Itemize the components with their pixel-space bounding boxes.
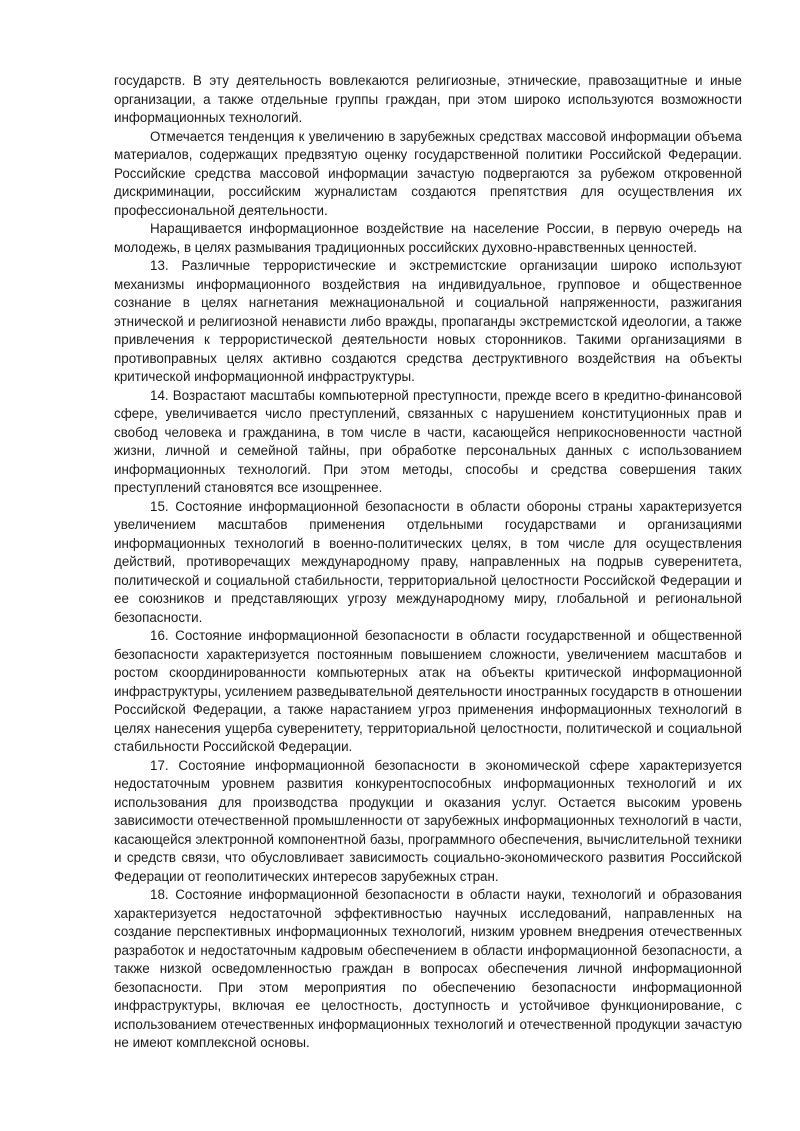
- paragraph-15: 15. Состояние информационной безопасности в области обороны страны характеризуется увеличением масштабов применения отдельными государствами и организациями информационных технологий в военно-политических целях, в том числе для осуществления действий, противоречащих международному праву, направленных на подрыв суверенитета, политической и социальной стабильности, территориальной целостности Российской Федерации и ее союзников и представляющих угрозу международному миру, глобальной и региональной безопасности.: [114, 498, 742, 625]
- paragraph-13: 13. Различные террористические и экстремистские организации широко используют механизмы информационного воздействия на индивидуальное, групповое и общественное сознание в целях нагнетания межнациональной и социальной напряженности, разжигания этнической и религиозной ненависти либо вражды, пропаганды экстремистской идеологии, а также привлечения к террористической деятельности новых сторонников. Такими организациями в противоправных целях активно создаются средства деструктивного воздействия на объекты критической информационной инфраструктуры.: [114, 258, 742, 384]
- paragraph-17: 17. Состояние информационной безопасности в экономической сфере характеризуется недостаточным уровнем развития конкурентоспособных информационных технологий и их использования для производства продукции и оказания услуг. Остается высоким уровень зависимости отечественной промышленности от зарубежных информационных технологий в части, касающейся электронной компонентной базы, программного обеспечения, вычислительной техники и средств связи, что обусловливает зависимость социально-экономического развития Российской Федерации от геополитических интересов зарубежных стран.: [114, 757, 742, 884]
- document-page: [114, 72, 742, 1053]
- paragraph-continuation: государств. В эту деятельность вовлекаются религиозные, этнические, правозащитные и иные организации, а также отдельные группы граждан, при этом широко используются возможности информационных технологий.: [114, 73, 742, 125]
- paragraph-18: 18. Состояние информационной безопасности в области науки, технологий и образования характеризуется недостаточной эффективностью научных исследований, направленных на создание перспективных информационных технологий, низким уровнем внедрения отечественных разработок и недостаточным кадровым обеспечением в области информационной безопасности, а также низкой осведомленностью граждан в вопросах обеспечения личной информационной безопасности. При этом мероприятия по обеспечению безопасности информационной инфраструктуры, включая ее целостность, доступность и устойчивое функционирование, с использованием отечественных информационных технологий и отечественной продукции зачастую не имеют комплексной основы.: [114, 887, 742, 1050]
- paragraph-foreign-media: Отмечается тенденция к увеличению в зарубежных средствах массовой информации объема материалов, содержащих предвзятую оценку государственной политики Российской Федерации. Российские средства массовой информации зачастую подвергаются за рубежом откровенной дискриминации, российским журналистам создаются препятствия для осуществления их профессиональной деятельности.: [114, 128, 742, 218]
- paragraph-16: 16. Состояние информационной безопасности в области государственной и общественной безопасности характеризуется постоянным повышением сложности, увеличением масштабов и ростом скоординированности компьютерных атак на объекты критической информационной инфраструктуры, усилением разведывательной деятельности иностранных государств в отношении Российской Федерации, а также нарастанием угроз применения информационных технологий в целях нанесения ущерба суверенитету, территориальной целостности, политической и социальной стабильности Российской Федерации.: [114, 628, 742, 754]
- paragraph-information-influence: Наращивается информационное воздействие на население России, в первую очередь на молодежь, в целях размывания традиционных российских духовно-нравственных ценностей.: [114, 221, 742, 255]
- paragraph-14: 14. Возрастают масштабы компьютерной преступности, прежде всего в кредитно-финансовой сфере, увеличивается число преступлений, связанных с нарушением конституционных прав и свобод человека и гражданина, в том числе в части, касающейся неприкосновенности частной жизни, личной и семейной тайны, при обработке персональных данных с использованием информационных технологий. При этом методы, способы и средства совершения таких преступлений становятся все изощреннее.: [114, 387, 742, 495]
